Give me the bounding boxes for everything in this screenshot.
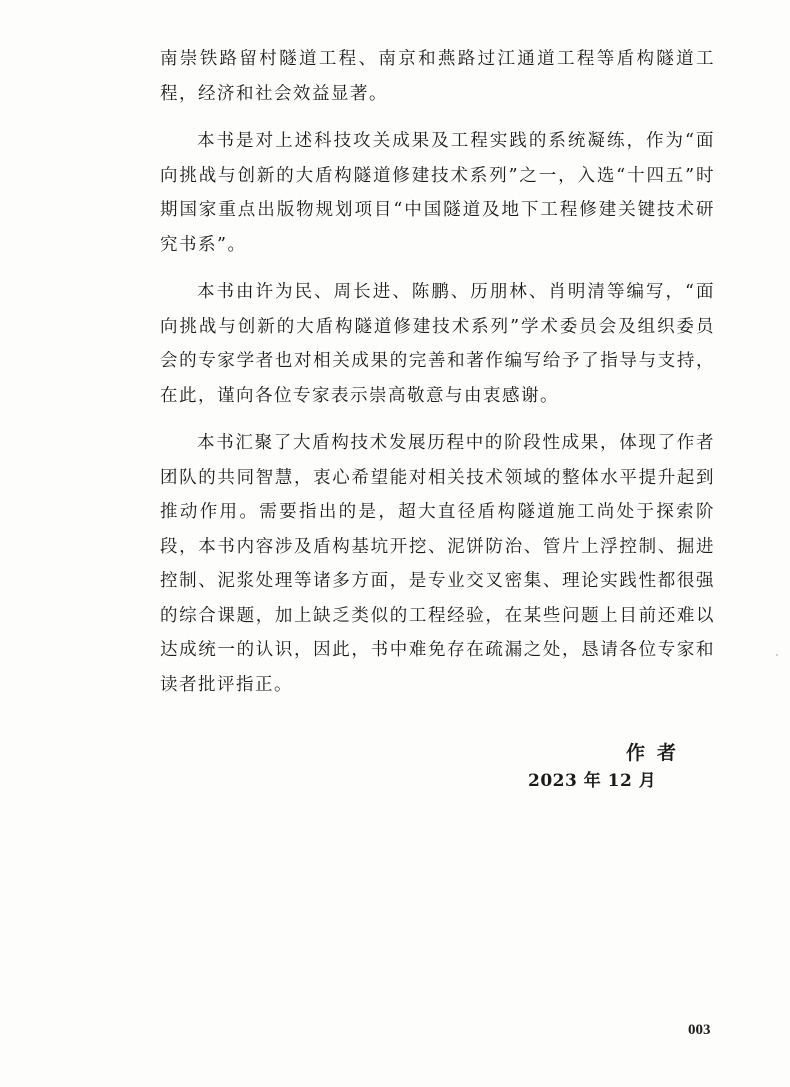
signature-date: 2023 年 12 月 (528, 771, 657, 791)
scan-speck (776, 654, 778, 656)
page-number: 003 (688, 1022, 711, 1038)
paragraph-closing: 本书汇聚了大盾构技术发展历程中的阶段性成果，体现了作者团队的共同智慧，衷心希望能对相关技术领域的整体水平提升起到推动作用。需要指出的是，超大直径盾构隧道施工尚处于探索阶段，本书内容涉及盾构基坑开挖、泥饼防治、管片上浮控制、掘进控制、泥浆处理等诸多方面，是专业交叉密集、理论实践性都很强的综合课题，加上缺乏类似的工程经验，在某些问题上目前还难以达成统一的认识，因此，书中难免存在疏漏之处，恳请各位专家和读者批评指正。 (160, 433, 715, 695)
paragraph-book-summary: 本书是对上述科技攻关成果及工程实践的系统凝练，作为“面向挑战与创新的大盾构隧道修建技术系列”之一，入选“十四五”时期国家重点出版物规划项目“中国隧道及地下工程修建关键技术研究书系”。 (160, 131, 715, 255)
body-text (160, 42, 715, 715)
signature-author: 作者 (625, 742, 688, 764)
paragraph-continuation: 南崇铁路留村隧道工程、南京和燕路过江通道工程等盾构隧道工程，经济和社会效益显著。 (160, 49, 715, 104)
paragraph-acknowledgement: 本书由许为民、周长进、陈鹏、历朋林、肖明清等编写，“面向挑战与创新的大盾构隧道修建技术系列”学术委员会及组织委员会的专家学者也对相关成果的完善和著作编写给予了指导与支持，在此，谨向各位专家表示崇高敬意与由衷感谢。 (160, 282, 715, 406)
